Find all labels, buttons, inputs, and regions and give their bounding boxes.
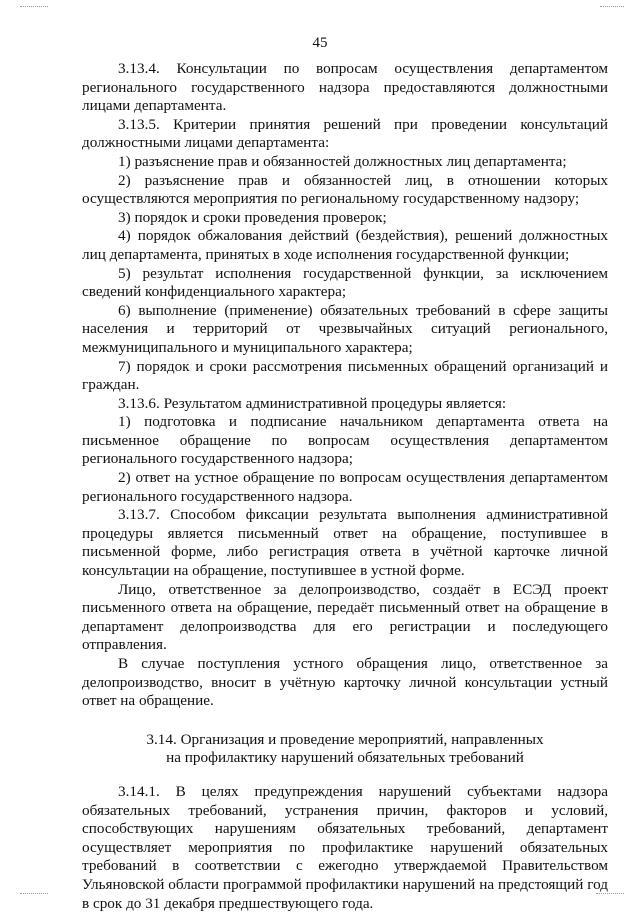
- paragraph: 2) разъяснение прав и обязанностей лиц, в отношении которых осуществляются мероприятия по региональному государственному надзору;: [82, 171, 608, 208]
- section-3-14: [82, 783, 608, 913]
- heading-line-2: на профилактику нарушений обязательных требований: [166, 749, 524, 767]
- paragraph: 3.13.6. Результатом административной процедуры является:: [118, 394, 507, 412]
- paragraph: 3.13.4. Консультации по вопросам осуществления департаментом регионального государственного надзора предоставляются должностными лицами департамента.: [82, 60, 608, 115]
- paragraph: 1) разъяснение прав и обязанностей должностных лиц департамента;: [118, 152, 567, 170]
- paragraph: 2) ответ на устное обращение по вопросам осуществления департаментом регионального государственного надзора.: [82, 469, 608, 505]
- paragraph: 5) результат исполнения государственной функции, за исключением сведений конфиденциального характера;: [82, 264, 608, 301]
- heading-line-1: 3.14. Организация и проведение мероприятий, направленных: [146, 730, 544, 748]
- paragraph: 7) порядок и сроки рассмотрения письменных обращений организаций и граждан.: [82, 357, 608, 394]
- scan-artifact-bottom-right: [596, 893, 624, 894]
- scan-artifact-top-left: [20, 6, 48, 7]
- section-3-13: [82, 60, 608, 711]
- section-heading-3-14: [82, 731, 608, 768]
- paragraph: В случае поступления устного обращения лицо, ответственное за делопроизводство, вносит в учётную карточку личной консультации устный ответ на обращение.: [82, 655, 608, 710]
- paragraph: 1) подготовка и подписание начальником департамента ответа на письменное обращение по вопросам осуществления департаментом регионального государственного надзора;: [82, 413, 608, 468]
- page-number: 45: [312, 35, 328, 51]
- document-body: [82, 60, 608, 913]
- paragraph: Лицо, ответственное за делопроизводство, создаёт в ЕСЭД проект письменного ответа на обращение, передаёт письменный ответ на обращение в департамент делопроизводства для его регистрации и последующего отправления.: [82, 580, 608, 654]
- paragraph: 3) порядок и сроки проведения проверок;: [118, 208, 387, 226]
- paragraph: 4) порядок обжалования действий (бездействия), решений должностных лиц департамента, принятых в ходе исполнения государственной функции;: [82, 227, 608, 263]
- paragraph: 6) выполнение (применение) обязательных требований в сфере защиты населения и территорий от чрезвычайных ситуаций регионального, межмуниципального и муниципального характера;: [82, 301, 608, 356]
- paragraph: 3.13.7. Способом фиксации результата выполнения административной процедуры является письменный ответ на обращение, поступившее в письменной форме, либо регистрация ответа в учётной карточке личной консультации на обращение, поступившее в устной форме.: [82, 506, 608, 580]
- scan-artifact-bottom-left: [20, 893, 48, 894]
- paragraph: 3.14.1. В целях предупреждения нарушений субъектами надзора обязательных требований, устранения причин, факторов и условий, способствующих нарушениям обязательных требований, департамент осуществляет мероприятия по профилактике нарушений обязательных требований в соответствии с ежегодно утверждаемой Правительством Ульяновской области программой профилактики нарушений на предстоящий год в срок до 31 декабря предшествующего года.: [82, 782, 608, 912]
- scan-artifact-top-right: [600, 6, 624, 7]
- paragraph: 3.13.5. Критерии принятия решений при проведении консультаций должностными лицами департамента:: [82, 115, 608, 152]
